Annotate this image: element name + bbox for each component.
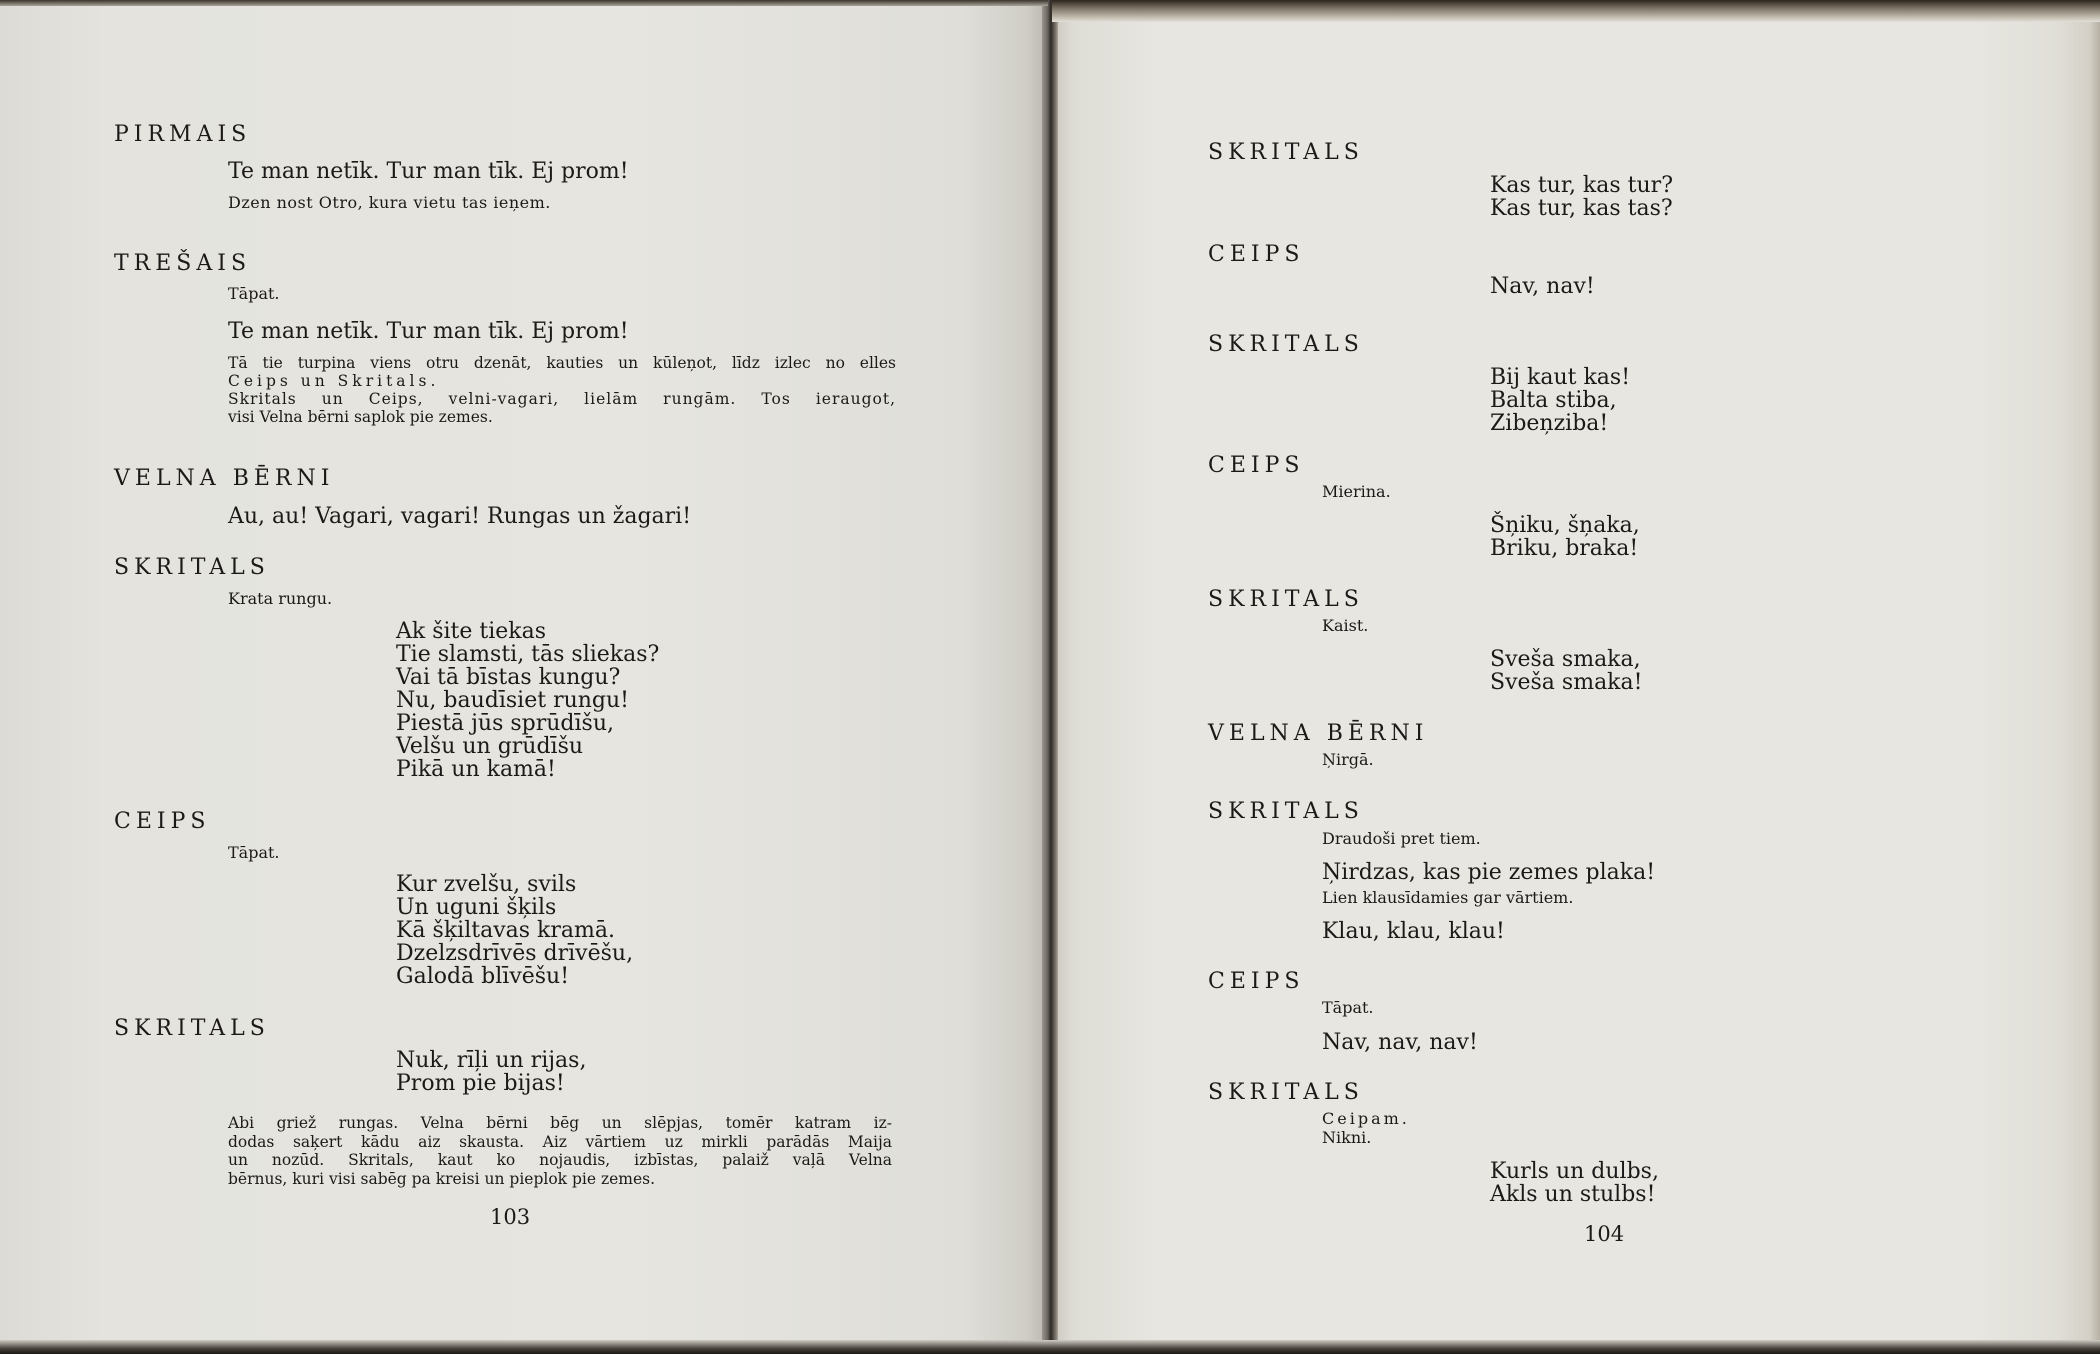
verse-line: Kas tur, kas tas?	[1490, 196, 1673, 221]
speaker-skritals: SKRITALS	[114, 1016, 270, 1041]
verse-line: Kā šķiltavas kramā.	[396, 918, 615, 943]
verse-block	[1490, 174, 1673, 220]
stage-direction: Kaist.	[1322, 616, 1369, 635]
stage-line: bērnus, kuri visi sabēg pa kreisi un pieplok pie zemes.	[228, 1169, 656, 1188]
stage-direction: Ņirgā.	[1322, 750, 1374, 769]
stage-direction: Draudoši pret tiem.	[1322, 829, 1481, 848]
verse-line: Nu, baudīsiet rungu!	[396, 688, 630, 713]
verse-line: Kas tur, kas tur?	[1490, 173, 1673, 198]
speaker-velna-berni: VELNA BĒRNI	[114, 466, 335, 491]
verse-line: Prom pie bijas!	[396, 1071, 565, 1096]
stage-direction: Lien klausīdamies gar vārtiem.	[1322, 888, 1574, 907]
left-page	[0, 0, 1048, 1354]
speaker-ceips: CEIPS	[1208, 969, 1305, 994]
page-number: 104	[1584, 1222, 1625, 1246]
verse-line: Šņiku, šņaka,	[1490, 513, 1640, 538]
speaker-pirmais: PIRMAIS	[114, 122, 252, 147]
page-edge	[0, 0, 1048, 6]
speaker-ceips: CEIPS	[1208, 453, 1305, 478]
page-edge	[0, 1340, 2100, 1354]
verse-line: Nuk, rīļi un rijas,	[396, 1048, 587, 1073]
verse-block	[396, 873, 633, 988]
verse-line: Un uguni šķils	[396, 895, 557, 920]
stage-direction: Tāpat.	[228, 284, 280, 303]
verse-block	[1490, 366, 1630, 435]
speaker-ceips: CEIPS	[114, 809, 211, 834]
speaker-tresais: TREŠAIS	[114, 251, 252, 276]
stage-line: visi Velna bērni saplok pie zemes.	[228, 408, 493, 426]
verse-line: Dzelzsdrīvēs drīvēšu,	[396, 941, 634, 966]
verse-line: Pikā un kamā!	[396, 757, 556, 782]
stage-direction: Nikni.	[1322, 1128, 1372, 1147]
stage-direction-block	[228, 354, 896, 426]
verse-block	[396, 620, 659, 781]
stage-line: dodas saķert kādu aiz skausta. Aiz vārtiem uz mirkli parādās Maija	[228, 1132, 892, 1151]
verse-block	[396, 1049, 586, 1095]
dialogue-line: Au, au! Vagari, vagari! Rungas un žagari!	[228, 504, 692, 529]
verse-block	[1490, 514, 1640, 560]
verse-line: Sveša smaka,	[1490, 647, 1641, 672]
stage-line: Skritals un Ceips, velni-vagari, lielām rungām. Tos ieraugot,	[228, 390, 896, 408]
verse-line: Ak šite tiekas	[396, 619, 547, 644]
dialogue-line: Ņirdzas, kas pie zemes plaka!	[1322, 860, 1656, 885]
stage-line: Abi griež rungas. Velna bērni bēg un slēpjas, tomēr katram iz-	[228, 1114, 892, 1132]
verse-line: Balta stiba,	[1490, 388, 1617, 413]
page-edge	[1052, 0, 2100, 22]
speaker-skritals: SKRITALS	[1208, 799, 1364, 824]
stage-direction: Krata rungu.	[228, 589, 333, 608]
speaker-skritals: SKRITALS	[1208, 332, 1364, 357]
verse-line: Vai tā bīstas kungu?	[396, 665, 621, 690]
stage-direction: Ceipam.	[1322, 1109, 1410, 1128]
verse-line: Briku, braka!	[1490, 536, 1639, 561]
dialogue-line: Te man netīk. Tur man tīk. Ej prom!	[228, 319, 629, 344]
dialogue-line: Nav, nav, nav!	[1322, 1030, 1478, 1055]
stage-line: un nozūd. Skritals, kaut ko nojaudis, izbīstas, palaiž vaļā Velna	[228, 1151, 892, 1169]
book-gutter	[1042, 0, 1058, 1354]
speaker-skritals: SKRITALS	[1208, 140, 1364, 165]
speaker-velna-berni: VELNA BĒRNI	[1208, 721, 1429, 746]
verse-block	[1490, 1160, 1659, 1206]
verse-line: Velšu un grūdīšu	[396, 734, 584, 759]
speaker-skritals: SKRITALS	[1208, 587, 1364, 612]
stage-direction: Mierina.	[1322, 482, 1391, 501]
right-page	[1052, 0, 2100, 1354]
verse-line: Akls un stulbs!	[1490, 1182, 1656, 1207]
verse-line: Nav, nav!	[1490, 274, 1595, 299]
dialogue-line: Klau, klau, klau!	[1322, 919, 1505, 944]
speaker-skritals: SKRITALS	[1208, 1080, 1364, 1105]
stage-line: Ceips un Skritals.	[228, 372, 440, 390]
page-number: 103	[490, 1205, 531, 1229]
verse-line: Zibeņziba!	[1490, 411, 1609, 436]
speaker-ceips: CEIPS	[1208, 242, 1305, 267]
verse-line: Kurls un dulbs,	[1490, 1159, 1659, 1184]
verse-line: Galodā blīvēšu!	[396, 964, 570, 989]
verse-line: Kur zvelšu, svils	[396, 872, 577, 897]
stage-line: Tā tie turpina viens otru dzenāt, kauties un kūleņot, līdz izlec no elles	[228, 354, 896, 372]
verse-line: Sveša smaka!	[1490, 670, 1643, 695]
stage-direction: Tāpat.	[228, 843, 280, 862]
verse-block	[1490, 648, 1642, 694]
verse-line: Tie slamsti, tās sliekas?	[396, 642, 660, 667]
stage-direction: Dzen nost Otro, kura vietu tas ieņem.	[228, 193, 551, 212]
speaker-skritals: SKRITALS	[114, 555, 270, 580]
verse-line: Piestā jūs sprūdīšu,	[396, 711, 615, 736]
verse-line: Bij kaut kas!	[1490, 365, 1631, 390]
stage-direction: Tāpat.	[1322, 998, 1374, 1017]
dialogue-line: Te man netīk. Tur man tīk. Ej prom!	[228, 159, 629, 184]
stage-direction-block	[228, 1114, 892, 1188]
verse-block	[1490, 275, 1595, 298]
